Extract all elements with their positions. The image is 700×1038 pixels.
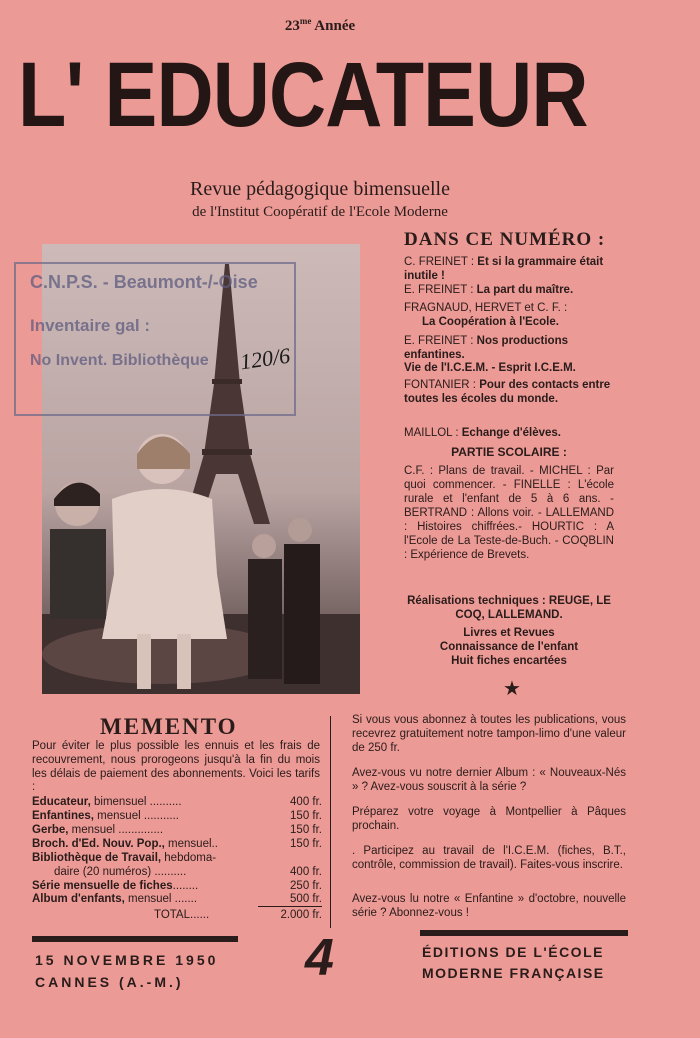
partie-scolaire-text: C.F. : Plans de travail. - MICHEL : Par quoi commencer. - FINELLE : L'école rurale et l'enfant de 5 à 6 ans. - BERTRAND : Allons voir. - LALLEMAND : Histoires chiffrées.- HOURTIC : A l'Ecole de La Teste-de-Buch. - COQBLIN : Expérience de Brevets. <box>404 465 614 561</box>
stamp-line-1: C.N.P.S. - Beaumont-/-Oise <box>30 272 258 292</box>
toc-entry: FONTANIER : Pour des contacts entre toutes les écoles du monde. <box>404 379 611 405</box>
year-word: Année <box>314 18 356 34</box>
footer-bar-right <box>420 930 628 936</box>
toc-entry: FRAGNAUD, HERVET et C. F. : La Coopération à l'Ecole. <box>404 302 568 328</box>
tarif-total-row: TOTAL...... 2.000 fr. <box>154 909 322 921</box>
partie-scolaire-heading: PARTIE SCOLAIRE : <box>451 445 567 459</box>
notice-paragraph: Avez-vous vu notre dernier Album : « Nouveaux-Nés » ? Avez-vous souscrit à la série ? <box>352 767 626 793</box>
toc-entry: C. FREINET : Et si la grammaire était inutile ! <box>404 256 604 282</box>
connaissance-enfant: Connaissance de l'enfant <box>439 641 579 653</box>
stamp-line-3: No Invent. Bibliothèque <box>30 352 209 369</box>
memento-intro: Pour éviter le plus possible les ennuis et les frais de recouvrement, nous prorogeons jusqu'à la fin du mois les délais de paiement des abonnements. Voici les tarifs : <box>32 740 320 794</box>
star-ornament: ★ <box>503 678 521 700</box>
column-divider <box>330 716 331 928</box>
tarif-row: Enfantines, mensuel ........... 150 fr. <box>32 810 322 822</box>
livres-revues: Livres et Revues <box>463 627 555 639</box>
publisher-line-2: MODERNE FRANÇAISE <box>422 965 605 981</box>
footer-bar-left <box>32 936 238 942</box>
tarif-row: Educateur, bimensuel .......... 400 fr. <box>32 796 322 808</box>
realisations-techniques: Réalisations techniques : REUGE, LE COQ, LALLEMAND. <box>407 595 611 621</box>
toc-entry: Vie de l'I.C.E.M. - Esprit I.C.E.M. <box>404 362 576 374</box>
issue-number: 4 <box>305 929 334 987</box>
year-suffix: me <box>299 16 312 26</box>
year-number: 23 <box>284 18 300 34</box>
journal-title: L' EDUCATEUR <box>18 44 588 146</box>
toc-entry: E. FREINET : Nos productions enfantines. <box>404 335 569 361</box>
total-rule <box>258 906 322 907</box>
tarif-row: Album d'enfants, mensuel ....... 500 fr. <box>32 893 322 905</box>
publisher-line-1: ÉDITIONS DE L'ÉCOLE <box>422 944 604 960</box>
notice-paragraph: Avez-vous lu notre « Enfantine » d'octobre, nouvelle série ? Abonnez-vous ! <box>352 893 626 919</box>
issue-place: CANNES (A.-M.) <box>35 974 184 990</box>
tarif-row: Broch. d'Ed. Nouv. Pop., mensuel.. 150 fr. <box>32 838 322 850</box>
fiches-encartees: Huit fiches encartées <box>451 655 567 667</box>
tarif-row: Bibliothèque de Travail, hebdoma- <box>32 852 217 864</box>
toc-heading: DANS CE NUMÉRO : <box>404 229 606 250</box>
journal-subtitle: Revue pédagogique bimensuelle <box>190 178 450 200</box>
notice-paragraph: Si vous vous abonnez à toutes les publications, vous recevrez gratuitement notre tampon-limo d'une valeur de 250 fr. <box>352 714 626 754</box>
toc-entry: MAILLOL : Echange d'élèves. <box>404 427 562 439</box>
tarif-row: Gerbe, mensuel .............. 150 fr. <box>32 824 322 836</box>
issue-date: 15 NOVEMBRE 1950 <box>35 952 219 968</box>
stamp-handwritten-number: 120/6 <box>238 342 292 375</box>
tarif-row: daire (20 numéros) .......... 400 fr. <box>54 866 322 878</box>
year-label <box>0 16 640 35</box>
notice-paragraph: . Participez au travail de l'I.C.E.M. (fiches, B.T., contrôle, commission de travail). Faites-vous inscrire. <box>352 845 626 871</box>
journal-publisher: de l'Institut Coopératif de l'Ecole Moderne <box>192 204 448 220</box>
memento-title: MEMENTO <box>100 714 238 739</box>
notice-paragraph: Préparez votre voyage à Montpellier à Pâques prochain. <box>352 806 626 832</box>
stamp-line-2: Inventaire gal : <box>30 316 150 335</box>
library-stamp <box>14 262 296 416</box>
tarif-row: Série mensuelle de fiches........ 250 fr. <box>32 880 322 892</box>
toc-entry: E. FREINET : La part du maître. <box>404 284 574 296</box>
